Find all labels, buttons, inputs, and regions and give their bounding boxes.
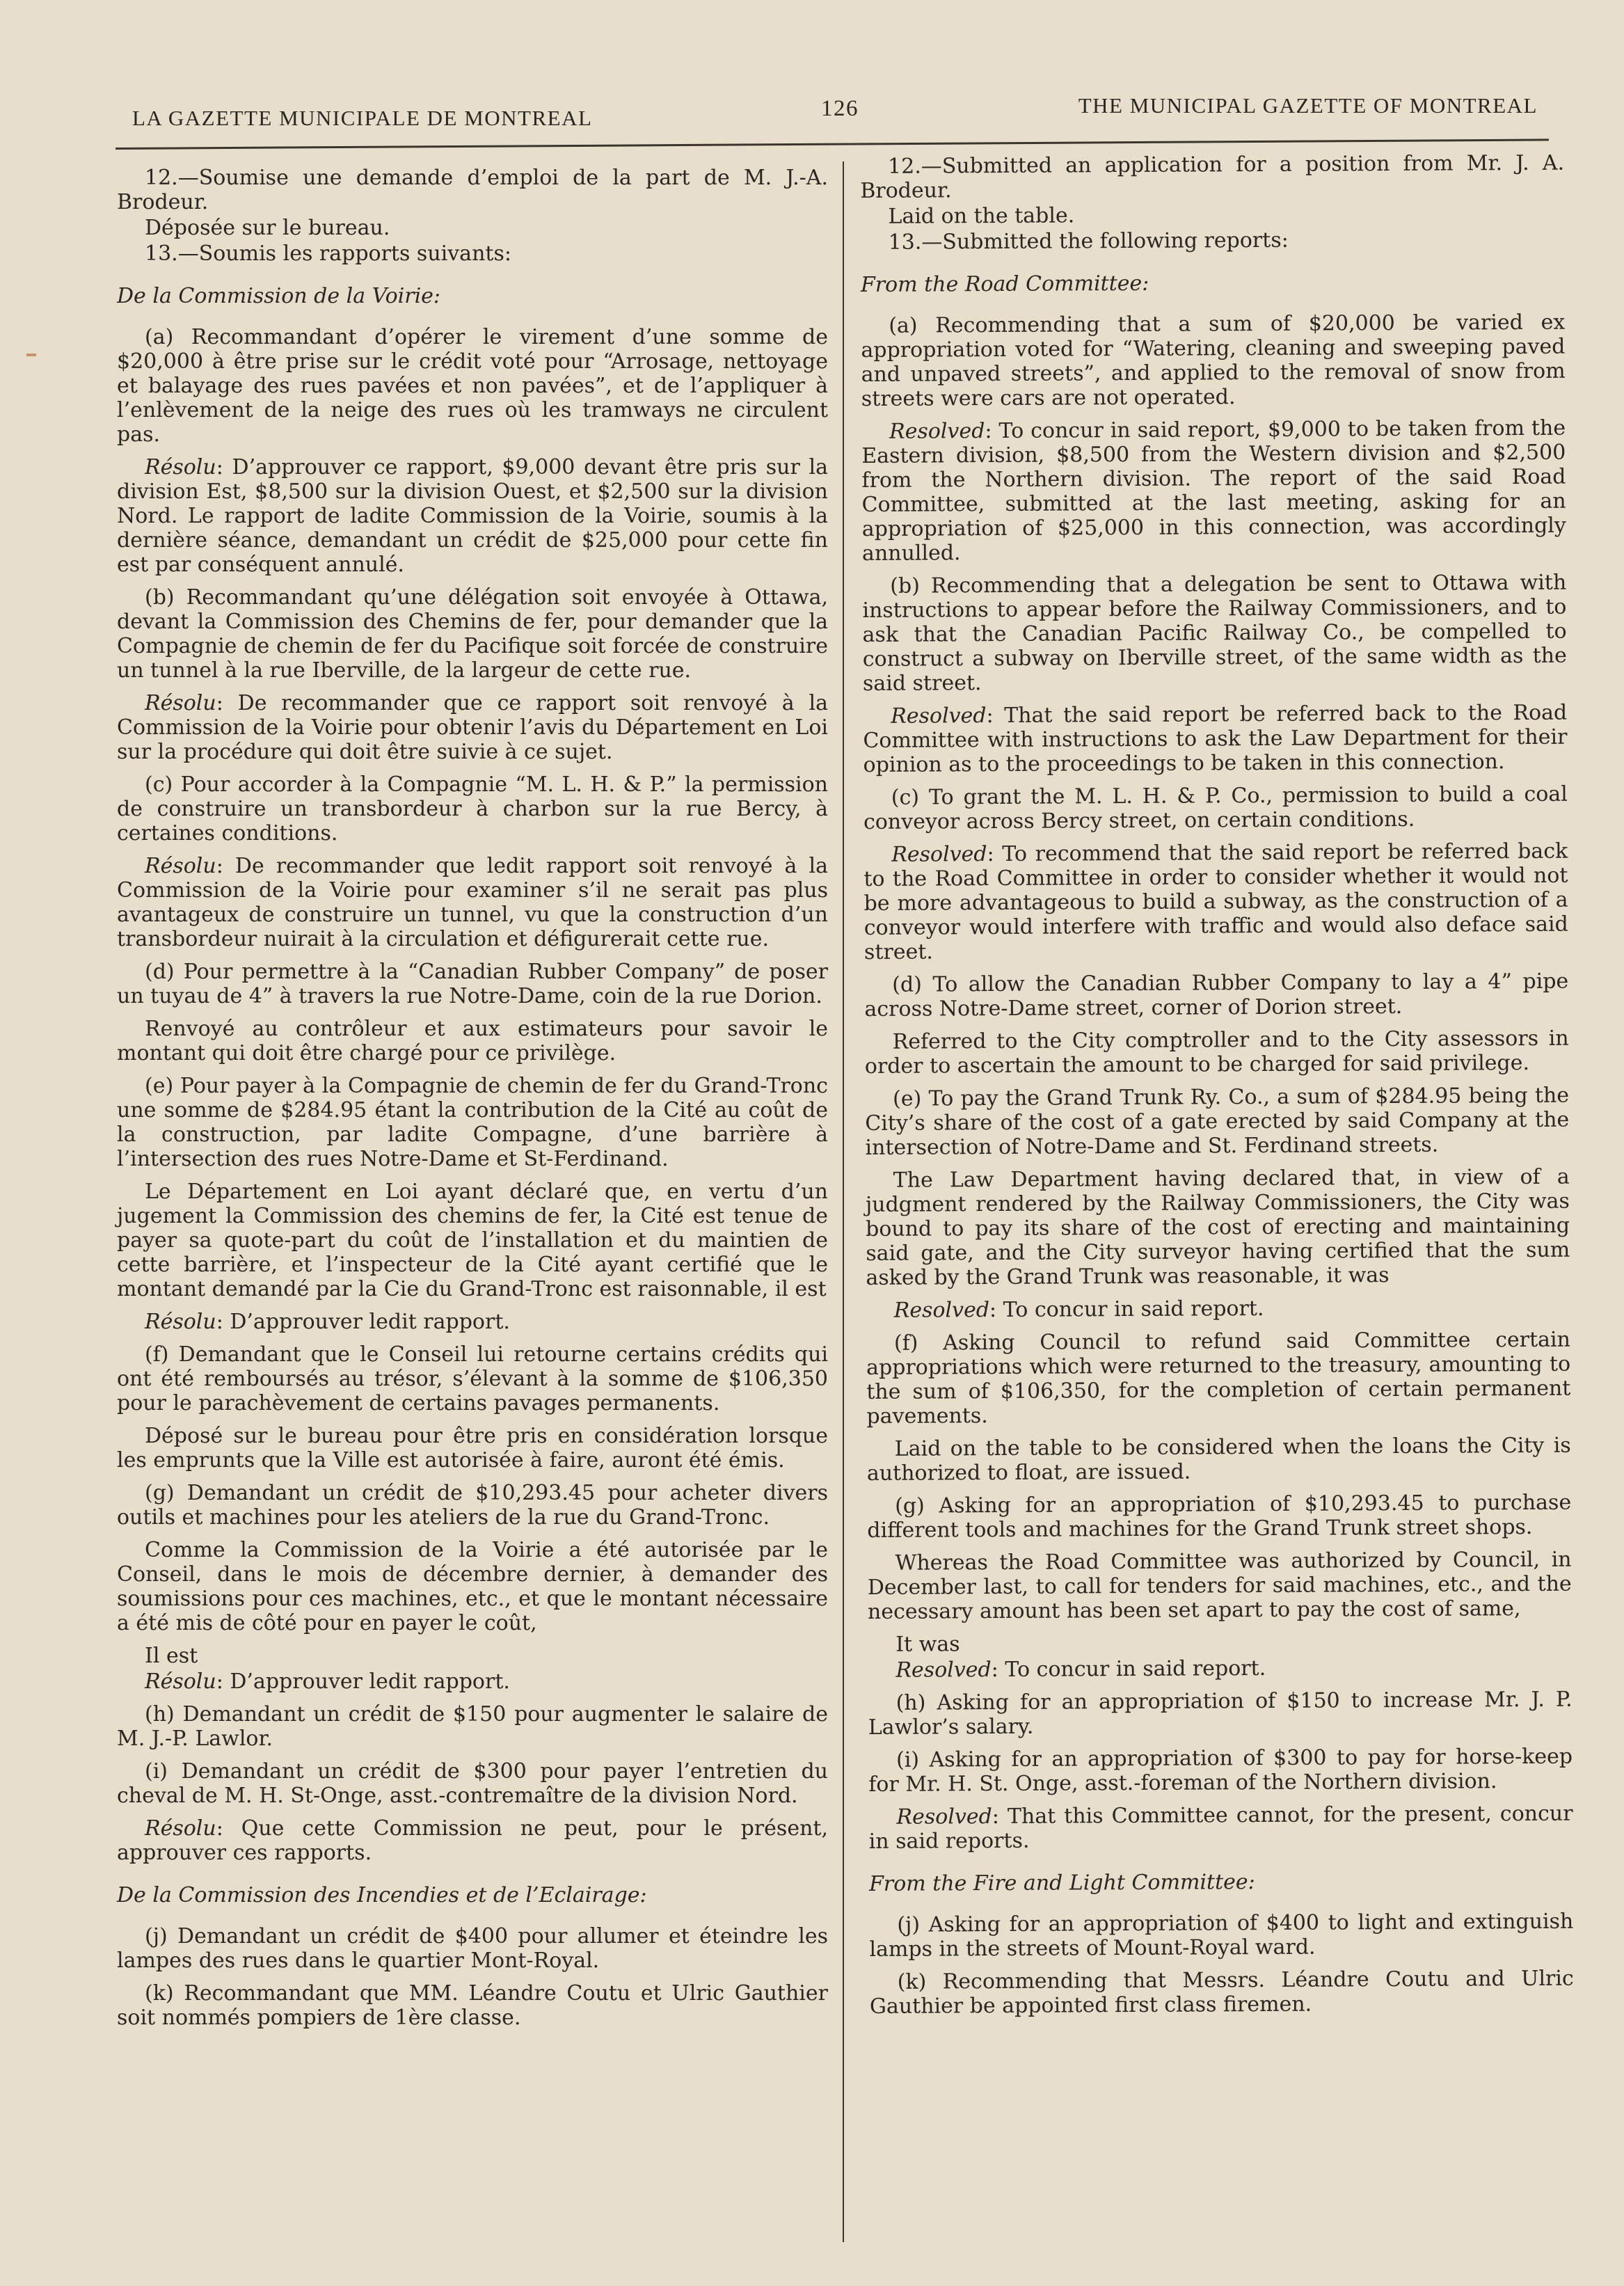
report-d-disposition: Renvoyé au contrôleur et aux estimateurs pour savoir le montant qui doit être chargé pour ce privilège. <box>117 1017 828 1065</box>
report-g-it-was: It was <box>895 1632 960 1657</box>
report-e-preamble: Le Département en Loi ayant déclaré que, en vertu d’un jugement la Commission des chemins de fer, la Cité est tenue de payer sa quote-part du coût de l’installation et du maintien de cette barrière, et l’inspecteur de la Cité ayant certifié que le montant demandé par la Cie du Grand-Tronc est raisonnable, il est <box>117 1180 828 1301</box>
item-12-disposition: Déposée sur le bureau. <box>145 216 390 240</box>
item-12-disposition: Laid on the table. <box>888 203 1075 229</box>
report-e-resolution <box>117 1310 828 1334</box>
report-c: (c) Pour accorder à la Compagnie “M. L. H. & P.” la permission de construire un transbordeur à charbon sur la rue Bercy, à certaines conditions. <box>117 772 828 846</box>
report-f-disposition: Laid on the table to be considered when the loans the City is authorized to float, are issued. <box>866 1433 1571 1486</box>
resolution-label: Résolu <box>145 854 216 878</box>
resolution-label: Résolu <box>145 1310 216 1334</box>
report-f: (f) Asking Council to refund said Committee certain appropriations which were returned to the treasury, amounting to the sum of $106,350, for the completion of certain permanent pavements. <box>866 1327 1571 1429</box>
report-a-resolution <box>117 455 828 577</box>
report-f: (f) Demandant que le Conseil lui retourne certains crédits qui ont été remboursés au trésor, s’élevant à la somme de $106,350 pour le parachèvement de certains pavages permanents. <box>117 1342 828 1415</box>
report-f-disposition: Déposé sur le bureau pour être pris en considération lorsque les emprunts que la Ville est autorisée à faire, auront été émis. <box>117 1424 828 1473</box>
page-number: 126 <box>821 96 859 121</box>
resolution-text: : D’approuver ce rapport, $9,000 devant être pris sur la division Est, $8,500 sur la division Ouest, et $2,500 sur la division Nord. Le rapport de ladite Commission de la Voirie, soumis à la dernière séance, demandant un crédit de $25,000 pour cette fin est par conséquent annulé. <box>117 455 828 577</box>
english-column <box>860 151 1574 2027</box>
section-heading-incendies: De la Commission des Incendies et de l’Eclairage: <box>117 1883 647 1907</box>
resolution-text: : To concur in said report. <box>989 1296 1264 1323</box>
header-right-title: THE MUNICIPAL GAZETTE OF MONTREAL <box>1078 93 1538 118</box>
section-heading-voirie: De la Commission de la Voirie: <box>117 284 441 308</box>
report-h: (h) Demandant un crédit de $150 pour augmenter le salaire de M. J.-P. Lawlor. <box>117 1702 828 1751</box>
resolution-text: : D’approuver ledit rapport. <box>216 1669 510 1694</box>
resolution-label: Resolved <box>889 419 985 444</box>
report-i-resolution <box>117 1816 828 1865</box>
resolution-label: Résolu <box>145 1816 216 1841</box>
resolution-label: Résolu <box>145 1669 216 1694</box>
item-12: 12.—Submitted an application for a position from Mr. J. A. Brodeur. <box>860 150 1565 203</box>
header-left-title: LA GAZETTE MUNICIPALE DE MONTREAL <box>132 106 593 130</box>
resolution-label: Resolved <box>891 704 987 729</box>
report-i: (i) Asking for an appropriation of $300 to pay for horse-keep for Mr. H. St. Onge, asst.-foreman of the Northern division. <box>868 1744 1573 1797</box>
report-e-preamble: The Law Department having declared that, in view of a judgment rendered by the Railway Commissioners, the City was bound to pay its share of the cost of erecting and maintaining said gate, and the City surveyor having certified that the sum asked by the Grand Trunk was reasonable, it was <box>865 1164 1570 1290</box>
report-a-resolution <box>861 416 1566 566</box>
resolution-text: : To concur in said report, $9,000 to be taken from the Eastern division, $8,500 from the Western division and $2,500 from the Northern division. The report of the said Road Committee, submitted at the last meeting, asking for an appropriation of $25,000 in this connection, was accordingly annulled. <box>861 415 1566 566</box>
report-g: (g) Demandant un crédit de $10,293.45 pour acheter divers outils et machines pour les ateliers de la rue du Grand-Tronc. <box>117 1481 828 1530</box>
report-g-resolution <box>868 1655 1572 1683</box>
report-d: (d) Pour permettre à la “Canadian Rubber Company” de poser un tuyau de 4” à travers la rue Notre-Dame, coin de la rue Dorion. <box>117 960 828 1008</box>
french-column <box>117 166 828 2038</box>
resolution-text: : Que cette Commission ne peut, pour le présent, approuver ces rapports. <box>117 1816 828 1865</box>
header-rule <box>116 138 1549 150</box>
report-g-preamble: Comme la Commission de la Voirie a été autorisée par le Conseil, dans le mois de décembre dernier, à demander des soumissions pour ces machines, etc., et que le montant nécessaire a été mis de côté pour en payer le coût, <box>117 1538 828 1635</box>
report-i-resolution <box>868 1802 1573 1854</box>
page-header <box>132 89 1538 131</box>
resolution-text: : De recommander que ce rapport soit renvoyé à la Commission de la Voirie pour obtenir l’avis du Département en Loi sur la procédure qui doit être suivie à ce sujet. <box>117 691 828 764</box>
report-b: (b) Recommending that a delegation be sent to Ottawa with instructions to appear before the Railway Commissioners, and to ask that the Canadian Pacific Railway Co., be compelled to construct a subway on Iberville street, of the same width as the said street. <box>862 570 1567 696</box>
report-c: (c) To grant the M. L. H. & P. Co., permission to build a coal conveyor across Bercy street, on certain conditions. <box>863 781 1568 834</box>
report-g-resolution <box>117 1669 828 1694</box>
report-j: (j) Demandant un crédit de $400 pour allumer et éteindre les lampes des rues dans le quartier Mont-Royal. <box>117 1924 828 1973</box>
item-12: 12.—Soumise une demande d’emploi de la part de M. J.-A. Brodeur. <box>117 166 828 214</box>
report-d: (d) To allow the Canadian Rubber Company to lay a 4” pipe across Notre-Dame street, corner of Dorion street. <box>864 969 1569 1022</box>
resolution-text: : To recommend that the said report be referred back to the Road Committee in order to consider whether it would not be more advantageous to build a subway, as the construction of a conveyor would interfere with traffic and would also deface said street. <box>863 839 1568 965</box>
report-j: (j) Asking for an appropriation of $400 to light and extinguish lamps in the streets of Mount-Royal ward. <box>869 1909 1574 1962</box>
report-a: (a) Recommandant d’opérer le virement d’une somme de $20,000 à être prise sur le crédit voté pour “Arrosage, nettoyage et balayage des rues pavées et non pavées”, et de l’appliquer à l’enlèvement de la neige des rues où les tramways ne circulent pas. <box>117 325 828 447</box>
resolution-label: Résolu <box>145 691 216 715</box>
report-k: (k) Recommending that Messrs. Léandre Coutu and Ulric Gauthier be appointed first class firemen. <box>869 1966 1574 2019</box>
item-13: 13.—Submitted the following reports: <box>888 228 1289 255</box>
report-c-resolution <box>117 854 828 951</box>
resolution-label: Resolved <box>893 1298 990 1323</box>
resolution-text: : That the said report be referred back to the Road Committee with instructions to ask the Law Department for their opinion as to the proceedings to be taken in this connection. <box>863 700 1568 777</box>
report-i: (i) Demandant un crédit de $300 pour payer l’entretien du cheval de M. H. St-Onge, asst.-contremaître de la division Nord. <box>117 1759 828 1808</box>
resolution-label: Résolu <box>145 455 216 479</box>
report-k: (k) Recommandant que MM. Léandre Coutu et Ulric Gauthier soit nommés pompiers de 1ère classe. <box>117 1981 828 2030</box>
report-e-resolution <box>866 1295 1570 1323</box>
resolution-text: : That this Committee cannot, for the present, concur in said reports. <box>868 1801 1573 1854</box>
column-divider <box>843 161 844 2242</box>
report-g: (g) Asking for an appropriation of $10,293.45 to purchase different tools and machines for the Grand Trunk street shops. <box>867 1490 1572 1543</box>
report-b: (b) Recommandant qu’une délégation soit envoyée à Ottawa, devant la Commission des Chemins de fer, pour demander que la Compagnie de chemin de fer du Pacifique soit forcée de construire un tunnel à la rue Iberville, de la largeur de cette rue. <box>117 585 828 683</box>
section-heading-road: From the Road Committee: <box>860 271 1149 297</box>
report-b-resolution <box>863 701 1568 777</box>
resolution-label: Resolved <box>891 842 987 867</box>
report-g-preamble: Whereas the Road Committee was authorized by Council, in December last, to call for tenders for said machines, etc., and the necessary amount has been set apart to pay the cost of same, <box>867 1547 1572 1624</box>
resolution-text: : De recommander que ledit rapport soit renvoyé à la Commission de la Voirie pour examiner s’il ne serait pas plus avantageux de construire un tunnel, vu que la construction d’un transbordeur nuirait à la circulation et défigurerait cette rue. <box>117 854 828 951</box>
section-heading-fire-light: From the Fire and Light Committee: <box>868 1870 1255 1896</box>
report-g-it-was: Il est <box>145 1644 198 1668</box>
resolution-text: : D’approuver ledit rapport. <box>216 1310 510 1334</box>
report-h: (h) Asking for an appropriation of $150 to increase Mr. J. P. Lawlor’s salary. <box>868 1687 1573 1740</box>
report-e: (e) Pour payer à la Compagnie de chemin de fer du Grand-Tronc une somme de $284.95 étant la contribution de la Cité au coût de la construction, par ladite Compagne, d’une barrière à l’intersection des rues Notre-Dame et St-Ferdinand. <box>117 1074 828 1171</box>
report-d-disposition: Referred to the City comptroller and to the City assessors in order to ascertain the amount to be charged for said privilege. <box>864 1026 1569 1079</box>
resolution-label: Resolved <box>895 1658 992 1683</box>
resolution-label: Resolved <box>896 1804 992 1829</box>
report-b-resolution <box>117 691 828 764</box>
resolution-text: : To concur in said report. <box>991 1656 1266 1683</box>
item-13: 13.—Soumis les rapports suivants: <box>145 241 511 266</box>
report-e: (e) To pay the Grand Trunk Ry. Co., a sum of $284.95 being the City’s share of the cost of a gate erected by said Company at the intersection of Notre-Dame and St. Ferdinand streets. <box>865 1083 1570 1160</box>
margin-mark <box>26 354 36 356</box>
report-c-resolution <box>863 839 1568 965</box>
report-a: (a) Recommending that a sum of $20,000 be varied ex appropriation voted for “Watering, cleaning and sweeping paved and unpaved streets”, and applied to the removal of snow from streets were cars are not operated. <box>861 310 1566 411</box>
